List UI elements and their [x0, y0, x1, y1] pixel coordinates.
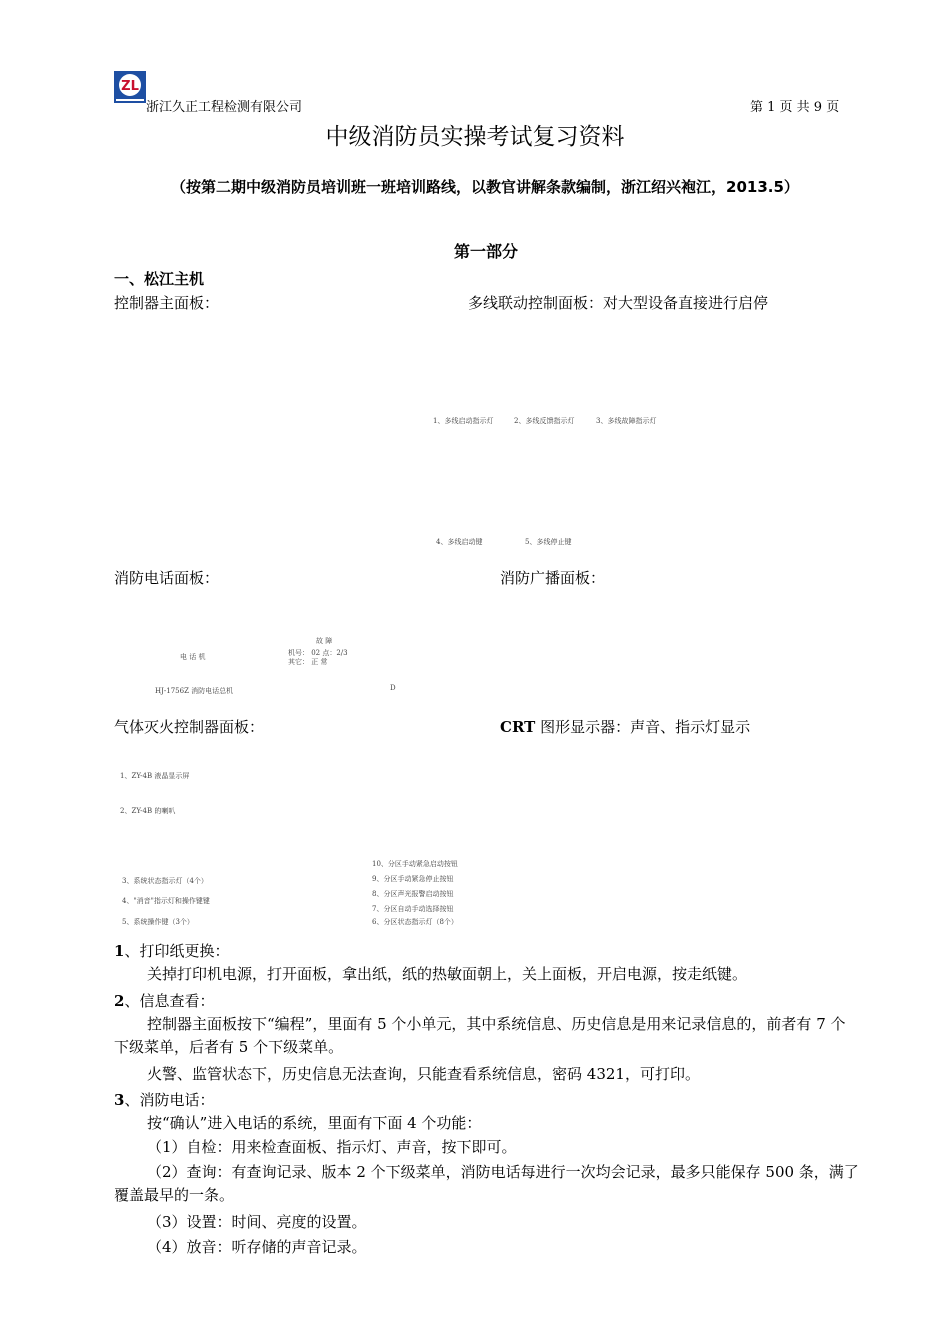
main-panel-label: 控制器主面板：	[114, 294, 220, 312]
gas-panel-label: 气体灭火控制器面板：	[114, 718, 265, 736]
item-heading: 1、打印纸更换：	[114, 942, 230, 960]
item-paragraph: 关掉打印机电源，打开面板，拿出纸，纸的热敏面朝上，关上面板，开启电源，按走纸键。	[147, 965, 748, 983]
gas-caption: 8、分区声光报警启动按钮	[372, 890, 454, 898]
multiline-caption: 1、多线启动指示灯	[433, 417, 494, 425]
crt-label	[500, 716, 750, 737]
part-title: 第一部分	[453, 242, 518, 261]
section-heading: 一、松江主机	[114, 270, 205, 288]
phone-panel-machine: 机号： 02 点：2/3	[288, 649, 348, 657]
gas-caption: 10、分区手动紧急启动按钮	[372, 860, 458, 868]
item-heading: 3、消防电话：	[114, 1091, 215, 1109]
crt-bold: CRT	[500, 718, 536, 736]
item-paragraph: 控制器主面板按下“编程”，里面有 5 个小单元，其中系统信息、历史信息是用来记录信息的，前者有 7 个下级菜单，后者有 5 个下级菜单。	[114, 1015, 846, 1056]
gas-caption: 1、ZY-4B 液晶显示屏	[120, 772, 190, 780]
phone-panel-phone: 电 话 机	[180, 653, 206, 661]
gas-caption: 4、"消音"指示灯和操作键键	[122, 897, 210, 905]
item-paragraph: 火警、监管状态下，历史信息无法查询，只能查看系统信息，密码 4321，可打印。	[147, 1065, 700, 1083]
broadcast-panel-label: 消防广播面板：	[500, 569, 606, 587]
gas-caption: 7、分区自动手动选择按钮	[372, 905, 454, 913]
phone-panel-status: 其它： 正 常	[288, 658, 328, 666]
gas-caption: 5、系统操作键（3个）	[122, 918, 194, 926]
phone-panel-fault: 故 障	[316, 637, 333, 645]
item-paragraph: （1）自检：用来检查面板、指示灯、声音，按下即可。	[147, 1138, 517, 1156]
multiline-caption: 2、多线反馈指示灯	[514, 417, 575, 425]
item-paragraph: （2）查询：有查询记录、版本 2 个下级菜单，消防电话每进行一次均会记录，最多只能保存 500 条，满了覆盖最早的一条。	[114, 1163, 859, 1204]
document-title: 中级消防员实操考试复习资料	[325, 124, 625, 150]
item-paragraph: 按“确认”进入电话的系统，里面有下面 4 个功能：	[147, 1114, 482, 1132]
item-paragraph: （4）放音：听存储的声音记录。	[147, 1238, 367, 1256]
gas-caption: 2、ZY-4B 的喇叭	[120, 807, 176, 815]
phone-panel-label: 消防电话面板：	[114, 569, 220, 587]
document-subtitle: （按第二期中级消防员培训班一班培训路线，以教官讲解条款编制，浙江绍兴袍江，2013.5）	[171, 178, 799, 196]
phone-panel-model: HJ-1756Z 消防电话总机	[155, 687, 234, 695]
page-info: 第 1 页 共 9 页	[750, 100, 840, 115]
phone-panel-mark: D	[390, 684, 396, 692]
multiline-caption: 5、多线停止键	[525, 538, 572, 546]
company-name: 浙江久正工程检测有限公司	[146, 100, 303, 115]
item-paragraph: （3）设置：时间、亮度的设置。	[147, 1213, 367, 1231]
multiline-caption: 3、多线故障指示灯	[596, 417, 657, 425]
item-heading: 2、信息查看：	[114, 992, 215, 1010]
multiline-panel-label: 多线联动控制面板：对大型设备直接进行启停	[468, 294, 769, 312]
gas-caption: 9、分区手动紧急停止按钮	[372, 875, 454, 883]
multiline-caption: 4、多线启动键	[436, 538, 483, 546]
logo-letters: ZL	[121, 79, 139, 94]
gas-caption: 6、分区状态指示灯（8个）	[372, 918, 458, 926]
crt-text: 图形显示器：声音、指示灯显示	[535, 718, 751, 736]
gas-caption: 3、系统状态指示灯（4个）	[122, 877, 208, 885]
company-logo	[114, 71, 146, 103]
